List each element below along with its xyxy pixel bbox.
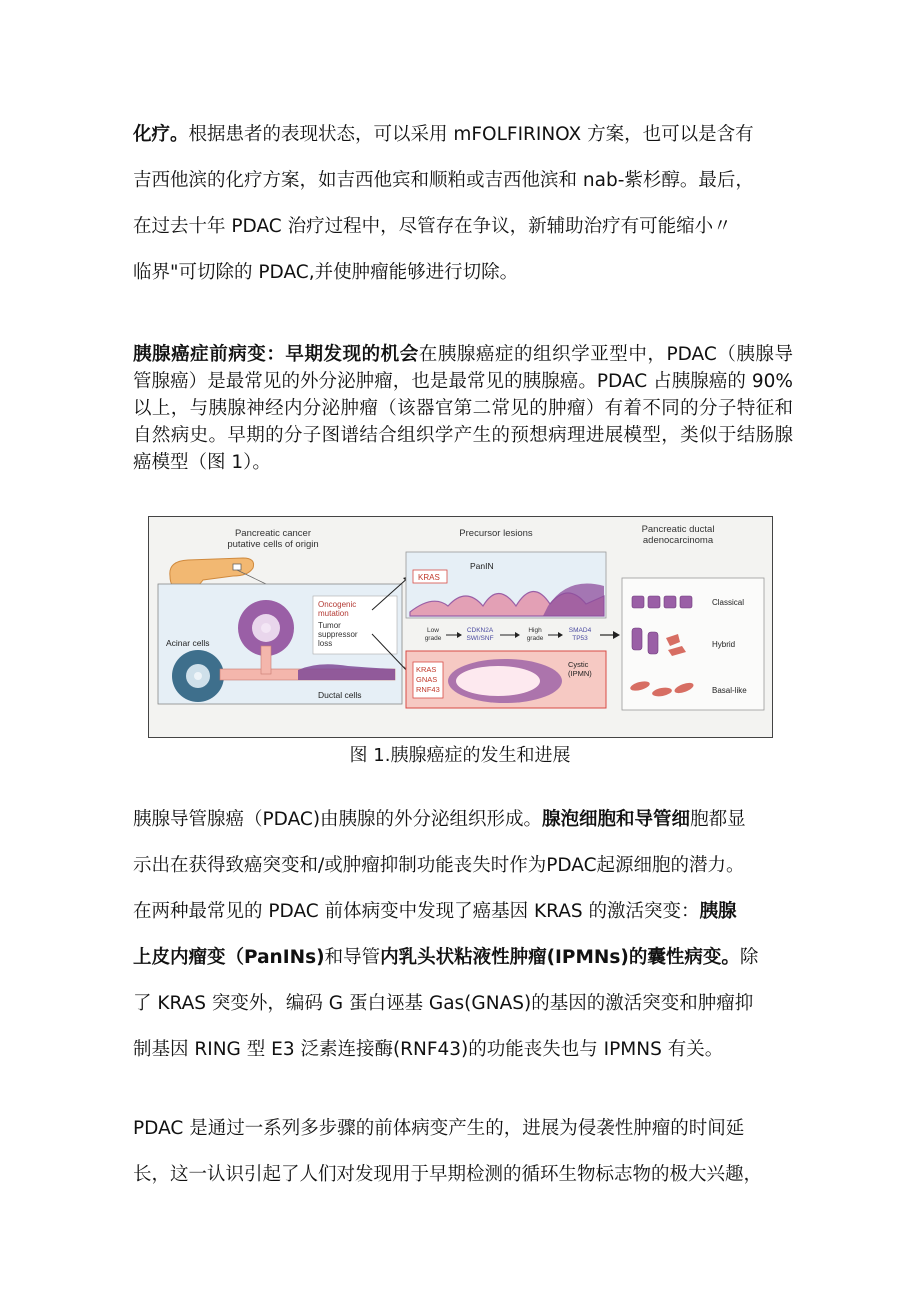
acinar-cells-label: Acinar cells [166,638,210,648]
text-line [133,204,793,250]
text-line [133,935,793,981]
text-run: 和导管 [324,947,381,968]
col1-title-1: Pancreatic cancer [234,528,312,539]
text-run: 胰腺导管腺癌（PDAC)由胰腺的外分泌组织形成。 [133,809,543,830]
panin-kras: KRAS [418,573,440,582]
svg-text:grade: grade [424,635,442,642]
svg-text:GNAS: GNAS [416,675,438,684]
text-run: 胞都显 [690,809,746,830]
paragraph-chemotherapy [133,112,793,296]
text-run: 长，这一认识引起了人们对发现用于早期检测的循环生物标志物的极大兴趣， [133,1164,763,1185]
svg-text:TP53: TP53 [572,635,588,642]
svg-text:grade: grade [526,635,544,642]
text-line [133,158,793,204]
bold-text: 上皮内瘤变（PanINs) [133,947,325,968]
text-run: 了 KRAS 突变外，编码 G 蛋白诬基 Gas(GNAS)的基因的激活突变和肿瘤抑 [133,993,754,1014]
text-run: 在过去十年 PDAC 治疗过程中，尽管存在争议，新辅助治疗有可能缩小〃 [133,216,732,237]
text-run: 临界"可切除的 PDAC,并使肿瘤能够进行切除。 [133,262,519,283]
text-line [133,981,793,1027]
text-line [133,250,793,296]
svg-text:suppressor: suppressor [318,630,358,639]
text-line [133,112,793,158]
text-line [133,1027,793,1073]
svg-text:KRAS: KRAS [416,665,437,674]
figure-pancreatic-cancer-progression [148,516,773,738]
ductal-cells-label: Ductal cells [318,690,362,700]
paragraph-progression [133,1106,793,1198]
text-run: 制基因 RING 型 E3 泛素连接酶(RNF43)的功能丧失也与 IPMNS 有关。 [133,1039,724,1060]
text-line [133,797,793,843]
svg-text:Cystic: Cystic [568,660,589,669]
svg-text:(IPMN): (IPMN) [568,669,592,678]
figure-caption: 图 1.胰腺癌症的发生和进展 [349,745,571,766]
paragraph-precancerous-lesions [133,341,793,476]
paragraph-pdac-origin [133,797,793,1073]
svg-text:Classical: Classical [712,598,745,607]
col3-title-2: adenocarcinoma [642,535,714,546]
svg-text:mutation: mutation [318,609,349,618]
svg-text:SWI/SNF: SWI/SNF [466,635,494,642]
svg-text:loss: loss [318,639,333,648]
text-run: 示出在获得致癌突变和/或肿瘤抑制功能丧失时作为PDAC起源细胞的潜力。 [133,855,745,876]
svg-text:Basal-like: Basal-like [712,686,747,695]
svg-text:CDKN2A: CDKN2A [466,627,494,634]
bold-text: 腺泡细胞和导管细 [542,809,691,830]
col3-title-1: Pancreatic ductal [641,524,715,535]
bold-text: 胰腺 [699,901,737,922]
acinar-cluster-bottom [172,650,224,702]
svg-text:Low: Low [427,627,439,634]
svg-text:High: High [528,627,542,634]
text-run: 吉西他滨的化疗方案，如吉西他宾和顺粕或吉西他滨和 nab-紫杉醇。最后， [133,170,754,191]
col1-title-2: putative cells of origin [227,539,319,550]
col2-title: Precursor lesions [459,528,533,539]
text-run: 根据患者的表现状态，可以采用 mFOLFIRINOX 方案，也可以是含有 [188,124,754,145]
text-line [133,889,793,935]
bold-text: 内乳头状粘液性肿瘤(IPMNs)的囊性病变。 [380,947,740,968]
section-heading: 胰腺癌症前病变：早期发现的机会 [133,344,419,365]
svg-text:Tumor: Tumor [318,621,341,630]
text-line [133,1106,793,1152]
panin-label: PanIN [470,561,494,571]
bold-text: 化疗。 [133,124,189,145]
text-run: 在两种最常见的 PDAC 前体病变中发现了癌基因 KRAS 的激活突变： [133,901,700,922]
svg-text:RNF43: RNF43 [416,685,440,694]
paragraph-text: 在胰腺癌症的组织学亚型中，PDAC（胰腺导管腺癌）是最常见的外分泌肿瘤，也是最常见的胰腺癌。PDAC 占胰腺癌的 90%以上，与胰腺神经内分泌肿瘤（该器官第二常见的肿瘤）有着不同的分子特征和自然病史。早期的分子图谱结合组织学产生的预想病理进展模型，类似于结肠腺癌模型（图 1）。 [133,344,793,473]
svg-text:Hybrid: Hybrid [712,640,736,649]
text-line [133,843,793,889]
svg-text:Oncogenic: Oncogenic [318,600,357,609]
text-line [133,1152,793,1198]
text-run: PDAC 是通过一系列多步骤的前体病变产生的，进展为侵袭性肿瘤的时间延 [133,1118,745,1139]
svg-text:SMAD4: SMAD4 [568,627,592,634]
text-run: 除 [739,947,759,968]
